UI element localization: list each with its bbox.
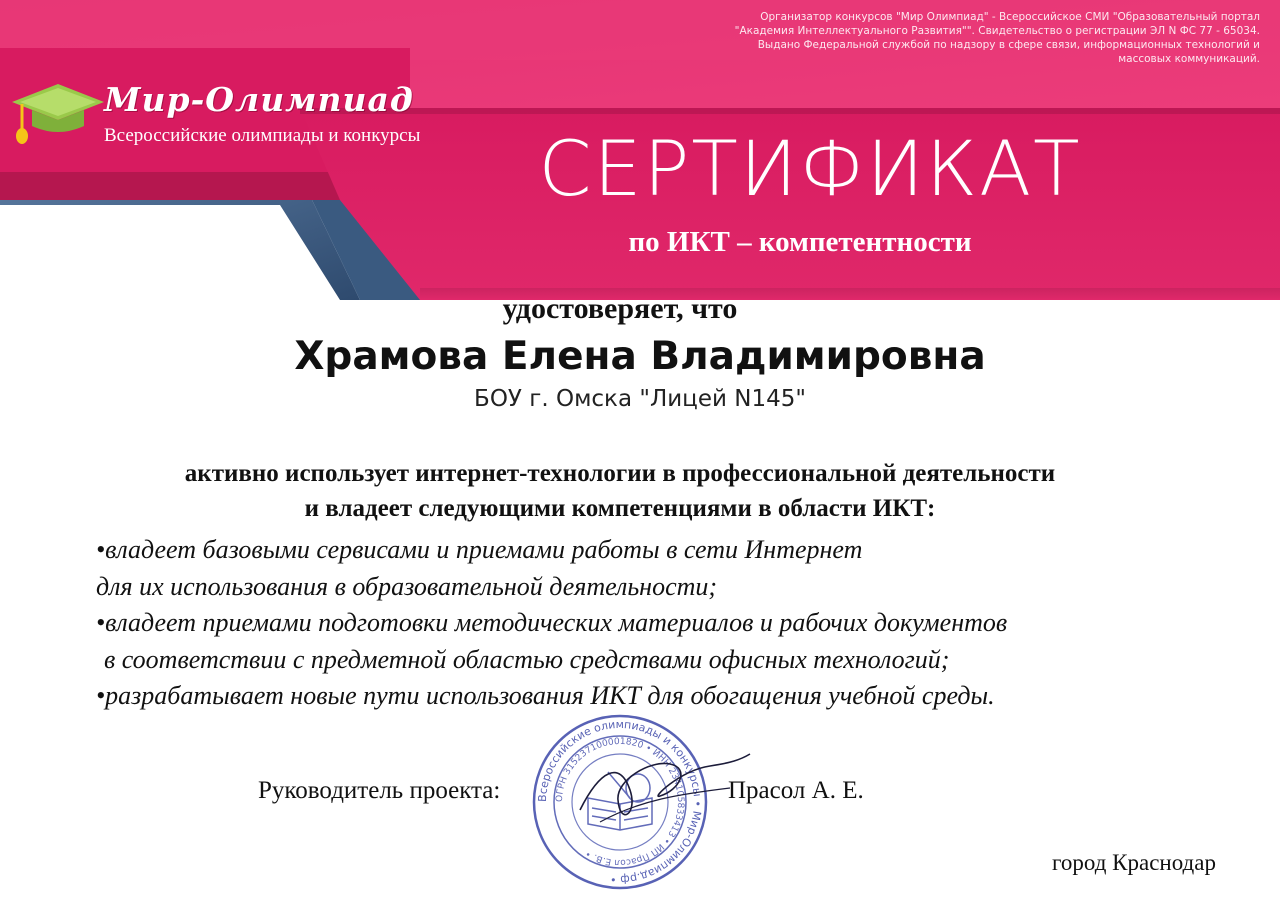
intro-line-1: активно использует интернет-технологии в профессиональной деятельности (184, 460, 1056, 487)
certificate-subtitle: по ИКТ – компетентности (628, 226, 972, 258)
certifies-text: удостоверяет, что (502, 292, 738, 325)
logo-title: Мир-Олимпиад (104, 80, 414, 119)
recipient-organization: БОУ г. Омска "Лицей N145" (474, 386, 806, 412)
bullet-1-line-2: для их использования в образовательной деятельности; (96, 571, 718, 601)
organizer-line-2: "Академия Интеллектуального Развития"". Свидетельство о регистрации ЭЛ N ФС 77 - 65034. (734, 25, 1260, 37)
organizer-info (640, 10, 1260, 66)
bullet-2-line-1: •владеет приемами подготовки методических материалов и рабочих документов (96, 608, 1008, 637)
stamp-inner-text: ОГРН 315237100001820 • ИНН 234105833413 • ИП Прасол Е.В. • (554, 736, 686, 868)
intro-text (40, 456, 1200, 526)
stamp-outer-text: Всероссийские олимпиады и конкурсы • Мир-Олимпиад.рф • (535, 717, 705, 887)
signer-name: Прасол А. Е. (728, 777, 864, 804)
bullet-3-line-1: •разрабатывает новые пути использования ИКТ для обогащения учебной среды. (96, 681, 995, 710)
city: город Краснодар (1052, 850, 1216, 875)
bullet-1-line-1: •владеет базовыми сервисами и приемами работы в сети Интернет (96, 535, 863, 564)
organizer-line-4: массовых коммуникаций. (1118, 53, 1260, 65)
signer-label: Руководитель проекта: (258, 777, 501, 804)
intro-line-2: и владеет следующими компетенциями в области ИКТ: (304, 495, 936, 522)
certificate-title: СЕРТИФИКАТ (538, 124, 1082, 213)
organizer-line-1: Организатор конкурсов "Мир Олимпиад" - Всероссийское СМИ "Образовательный портал (760, 11, 1260, 23)
bullet-2-line-2: в соответствии с предметной областью средствами офисных технологий; (104, 644, 950, 674)
competency-list (96, 532, 1216, 715)
logo-subtitle: Всероссийские олимпиады и конкурсы (104, 125, 421, 146)
organizer-line-3: Выдано Федеральной службой по надзору в сфере связи, информационных технологий и (757, 39, 1260, 51)
recipient-name: Храмова Елена Владимировна (294, 334, 986, 379)
graduation-cap-icon (8, 76, 108, 148)
